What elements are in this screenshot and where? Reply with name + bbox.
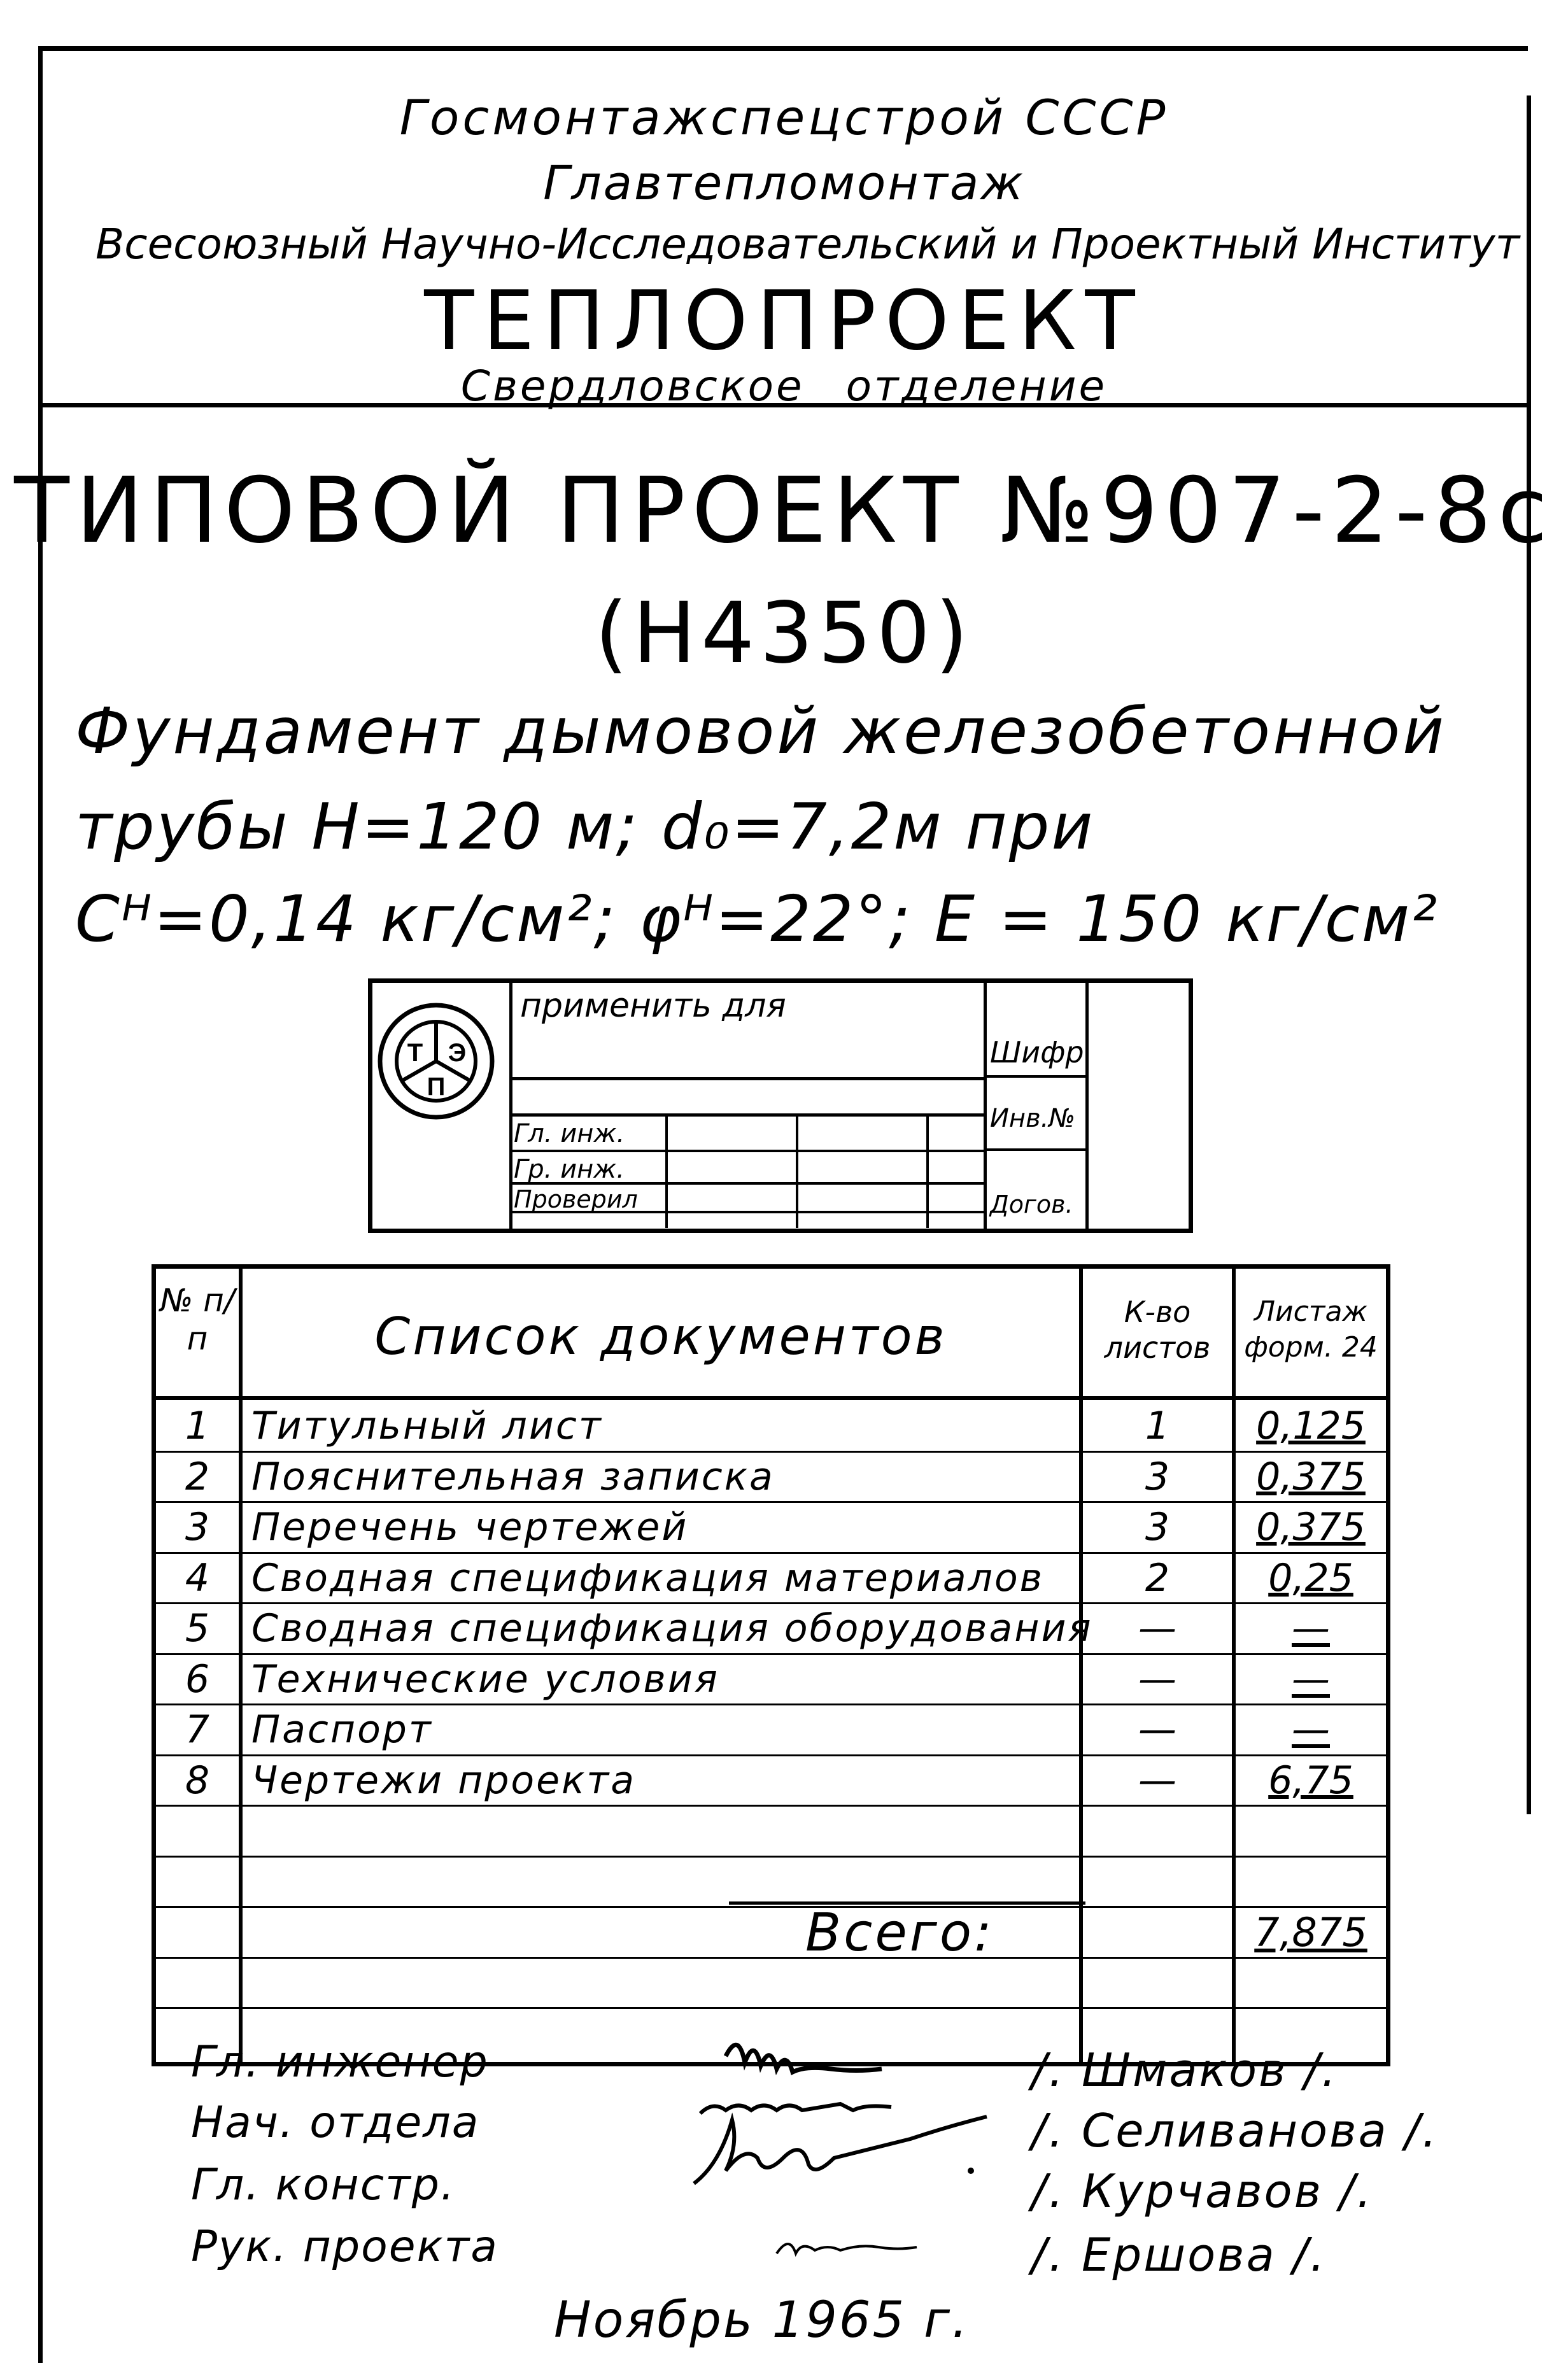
- institute-branch: Свердловское отделение: [460, 362, 1108, 411]
- ministry-name: Госмонтажспецстрой СССР: [399, 89, 1169, 146]
- signature-role-chief-designer: Гл. констр.: [191, 2160, 456, 2210]
- stamp-cipher-label: Шифр: [990, 1035, 1084, 1069]
- row-document-title: Перечень чертежей: [251, 1505, 689, 1549]
- signature-role-chief-engineer: Гл. инженер: [191, 2037, 489, 2087]
- row-number: 1: [185, 1404, 210, 1448]
- table-row-divider: [156, 1906, 1386, 1908]
- stamp-divider: [509, 1077, 984, 1080]
- row-number: 8: [185, 1758, 210, 1803]
- signature-name-kurchavov: /. Курчавов /.: [1031, 2164, 1374, 2218]
- project-number: ТИПОВОЙ ПРОЕКТ №907-2-8с: [14, 458, 1554, 563]
- column-header-number: № п/п: [160, 1282, 235, 1357]
- row-sheet-count: 1: [1145, 1404, 1170, 1448]
- table-row-divider: [156, 1653, 1386, 1655]
- table-row-divider: [156, 1754, 1386, 1756]
- stamp-divider: [984, 1075, 1085, 1078]
- stamp-divider: [984, 983, 987, 1229]
- row-format24-value: —: [1292, 1656, 1330, 1702]
- table-row-divider: [156, 1451, 1386, 1453]
- institute-name: ТЕПЛОПРОЕКТ: [424, 274, 1144, 369]
- row-format24-value: —: [1292, 1606, 1330, 1651]
- stamp-divider: [509, 983, 512, 1229]
- row-number: 7: [185, 1707, 210, 1752]
- stamp-apply-for: применить для: [520, 987, 786, 1025]
- row-sheet-count: —: [1138, 1707, 1176, 1752]
- trust-name: Главтепломонтаж: [543, 156, 1025, 211]
- row-document-title: Титульный лист: [251, 1404, 603, 1448]
- signature-name-selivanova: /. Селиванова /.: [1031, 2104, 1439, 2157]
- row-format24-value: —: [1292, 1707, 1330, 1752]
- logo-letter-e: Э: [448, 1039, 467, 1067]
- row-number: 3: [185, 1505, 210, 1549]
- handwritten-signatures: [688, 2024, 1044, 2292]
- total-label: Всего:: [805, 1903, 994, 1963]
- document-date: Ноябрь 1965 г.: [554, 2292, 970, 2349]
- stamp-divider: [509, 1150, 984, 1152]
- row-number: 5: [185, 1606, 210, 1651]
- institute-full-name: Всесоюзный Научно-Исследовательский и Проектный Институт: [95, 220, 1520, 269]
- row-sheet-count: 3: [1145, 1454, 1170, 1499]
- table-row-divider: [156, 1805, 1386, 1807]
- stamp-divider: [984, 1148, 1085, 1151]
- project-description-line3: Cᴴ=0,14 кг/см²; φᴴ=22°; E = 150 кг/см²: [75, 882, 1439, 956]
- table-row-divider: [156, 1602, 1386, 1604]
- row-format24-value: 0,375: [1256, 1454, 1366, 1499]
- institute-logo: [376, 1001, 497, 1122]
- stamp-contract-label: Догов.: [990, 1190, 1073, 1218]
- project-description-line2: трубы Н=120 м; d₀=7,2м при: [75, 789, 1095, 864]
- stamp-divider: [926, 1113, 929, 1228]
- table-header-divider: [156, 1396, 1386, 1400]
- row-sheet-count: 3: [1145, 1505, 1170, 1549]
- signature-role-department-head: Нач. отдела: [191, 2098, 480, 2148]
- row-format24-value: 0,125: [1256, 1404, 1366, 1448]
- row-document-title: Паспорт: [251, 1707, 433, 1752]
- logo-letter-p: П: [427, 1073, 446, 1101]
- table-row-divider: [156, 1703, 1386, 1705]
- frame-top-border: [38, 46, 1528, 51]
- row-number: 2: [185, 1454, 210, 1499]
- stamp-divider: [665, 1113, 668, 1228]
- row-sheet-count: —: [1138, 1656, 1176, 1702]
- column-header-sheets: К-во листов: [1104, 1295, 1211, 1365]
- column-header-format24: Листаж форм. 24: [1244, 1295, 1378, 1364]
- row-sheet-count: —: [1138, 1606, 1176, 1651]
- signature-name-ershova: /. Ершова /.: [1031, 2228, 1327, 2282]
- stamp-role-checked-by: Проверил: [514, 1185, 638, 1213]
- row-document-title: Чертежи проекта: [251, 1758, 637, 1803]
- row-number: 4: [185, 1555, 210, 1600]
- row-document-title: Пояснительная записка: [251, 1454, 775, 1499]
- row-number: 6: [185, 1656, 210, 1702]
- table-row-divider: [156, 1856, 1386, 1858]
- signature-name-shmakov: /. Шмаков /.: [1031, 2043, 1338, 2097]
- table-row-divider: [156, 1552, 1386, 1554]
- stamp-inv-label: Инв.№: [990, 1104, 1075, 1133]
- total-value: 7,875: [1254, 1909, 1367, 1956]
- project-description-line1: Фундамент дымовой железобетонной: [75, 694, 1447, 768]
- stamp-role-chief-engineer: Гл. инж.: [514, 1119, 625, 1148]
- row-sheet-count: 2: [1145, 1555, 1170, 1600]
- document-list-table: [152, 1264, 1390, 2066]
- logo-letter-t: Т: [407, 1039, 423, 1067]
- stamp-role-group-engineer: Гр. инж.: [514, 1155, 625, 1184]
- table-column-divider: [239, 1269, 243, 2062]
- row-format24-value: 6,75: [1268, 1758, 1353, 1803]
- row-sheet-count: —: [1138, 1758, 1176, 1803]
- stamp-divider: [796, 1113, 798, 1228]
- table-row-divider: [156, 1501, 1386, 1503]
- signature-role-project-lead: Рук. проекта: [191, 2222, 498, 2272]
- table-row-divider: [156, 2007, 1386, 2009]
- stamp-divider: [1085, 983, 1089, 1229]
- row-document-title: Сводная спецификация материалов: [251, 1555, 1045, 1600]
- row-document-title: Технические условия: [251, 1656, 719, 1702]
- project-code: (Н4350): [595, 584, 973, 682]
- stamp-divider: [509, 1113, 984, 1117]
- row-format24-value: 0,375: [1256, 1505, 1366, 1549]
- row-document-title: Сводная спецификация оборудования: [251, 1606, 1093, 1651]
- table-row-divider: [156, 1957, 1386, 1959]
- row-format24-value: 0,25: [1268, 1555, 1353, 1600]
- column-header-title: Список документов: [374, 1307, 947, 1366]
